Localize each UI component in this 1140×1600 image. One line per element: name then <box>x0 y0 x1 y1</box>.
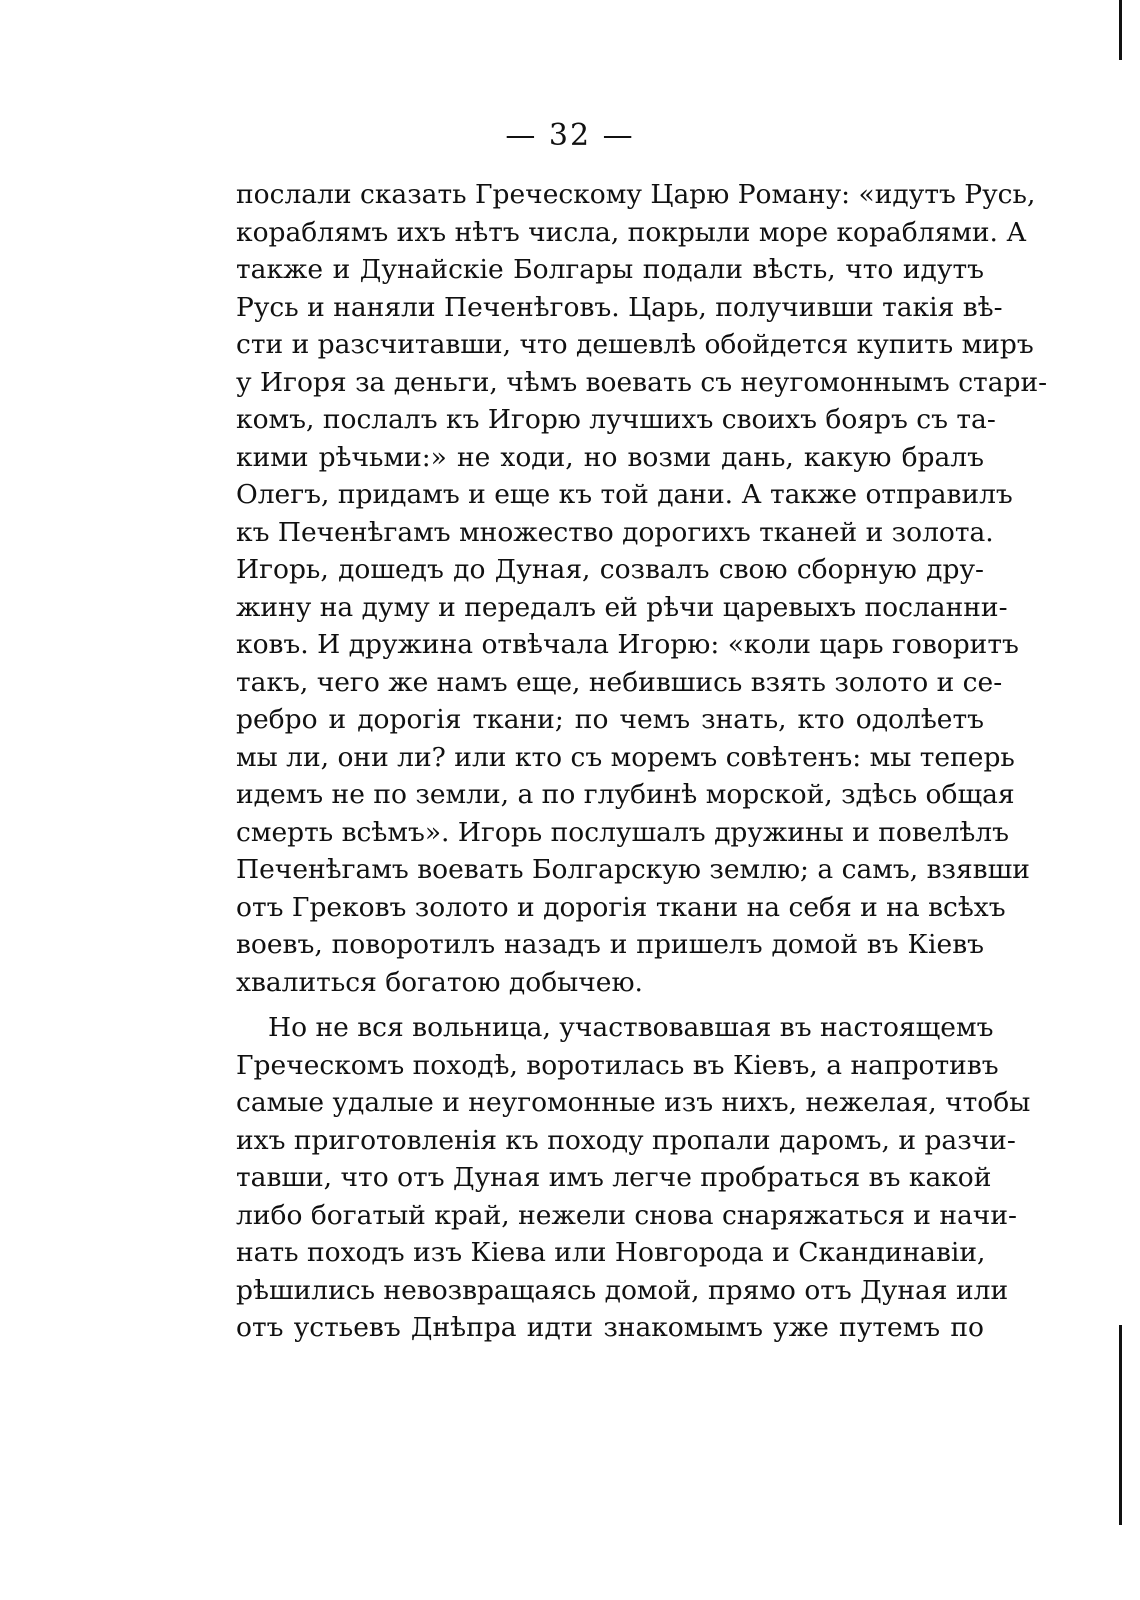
text-line: либо богатый край, нежели снова снаряжаться и начи- <box>236 1199 1017 1231</box>
text-line: Но не вся вольница, участвовавшая въ настоящемъ <box>268 1012 994 1043</box>
text-line: ихъ приготовленія къ походу пропали даромъ, и разчи- <box>236 1124 1016 1156</box>
text-line: такъ, чего же намъ еще, небившись взять золото и се- <box>236 666 1003 698</box>
paragraph-1 <box>236 176 1048 1001</box>
paragraph-gap <box>236 1001 984 1009</box>
text-line: смерть всѣмъ». Игорь послушалъ дружины и повелѣлъ <box>236 816 1009 848</box>
text-line: сти и разсчитавши, что дешевлѣ обойдется купить миръ <box>236 329 1034 360</box>
page-edge-line-bottom <box>1119 1325 1122 1525</box>
text-line: отъ Грековъ золото и дорогія ткани на себя и на всѣхъ <box>236 891 1006 923</box>
text-line: кими рѣчьми:» не ходи, но возми дань, какую бралъ <box>236 441 984 473</box>
text-line: мы ли, они ли? или кто съ моремъ совѣтенъ: мы теперь <box>236 741 1015 773</box>
text-line: къ Печенѣгамъ множество дорогихъ тканей и золота. <box>236 516 994 548</box>
text-line: воевъ, поворотилъ назадъ и пришелъ домой въ Кіевъ <box>236 929 984 960</box>
text-line: Печенѣгамъ воевать Болгарскую землю; а самъ, взявши <box>236 854 1030 885</box>
text-line: у Игоря за деньги, чѣмъ воевать съ неугомоннымъ стари- <box>236 366 1048 398</box>
text-line: отъ устьевъ Днѣпра идти знакомымъ уже путемъ по <box>236 1312 984 1343</box>
text-line: Греческомъ походѣ, воротилась въ Кіевъ, а напротивъ <box>236 1049 999 1081</box>
text-line: Русь и наняли Печенѣговъ. Царь, получивши такія вѣ- <box>236 291 1003 323</box>
text-line: хвалиться богатою добычею. <box>236 966 643 998</box>
text-line: рѣшились невозвращаясь домой, прямо отъ Дуная или <box>236 1274 1009 1306</box>
text-line: жину на думу и передалъ ей рѣчи царевыхъ посланни- <box>236 591 1008 623</box>
paragraph-2 <box>236 1009 1031 1347</box>
body-text <box>236 176 1048 1347</box>
text-line: также и Дунайскіе Болгары подали вѣсть, что идутъ <box>236 254 984 285</box>
page-number: — 32 — <box>505 118 635 153</box>
text-line: тавши, что отъ Дуная имъ легче пробраться въ какой <box>236 1162 992 1193</box>
text-line: ребро и дорогія ткани; по чемъ знать, кто одолѣетъ <box>236 704 984 735</box>
text-line: Игорь, дошедъ до Дуная, созвалъ свою сборную дру- <box>236 554 984 585</box>
text-line: идемъ не по земли, а по глубинѣ морской, здѣсь общая <box>236 779 1015 810</box>
text-line: ковъ. И дружина отвѣчала Игорю: «коли царь говоритъ <box>236 629 1019 660</box>
text-line: послали сказать Греческому Царю Роману: «идутъ Русь, <box>236 179 1036 210</box>
text-line: нать походъ изъ Кіева или Новгорода и Скандинавіи, <box>236 1237 986 1268</box>
text-line: Олегъ, придамъ и еще къ той дани. А также отправилъ <box>236 479 1013 510</box>
text-line: самые удалые и неугомонные изъ нихъ, нежелая, чтобы <box>236 1087 1031 1118</box>
text-line: комъ, послалъ къ Игорю лучшихъ своихъ бояръ съ та- <box>236 404 996 435</box>
page-edge-line-top <box>1119 0 1122 60</box>
text-line: кораблямъ ихъ нѣтъ числа, покрыли море кораблями. А <box>236 216 1027 248</box>
